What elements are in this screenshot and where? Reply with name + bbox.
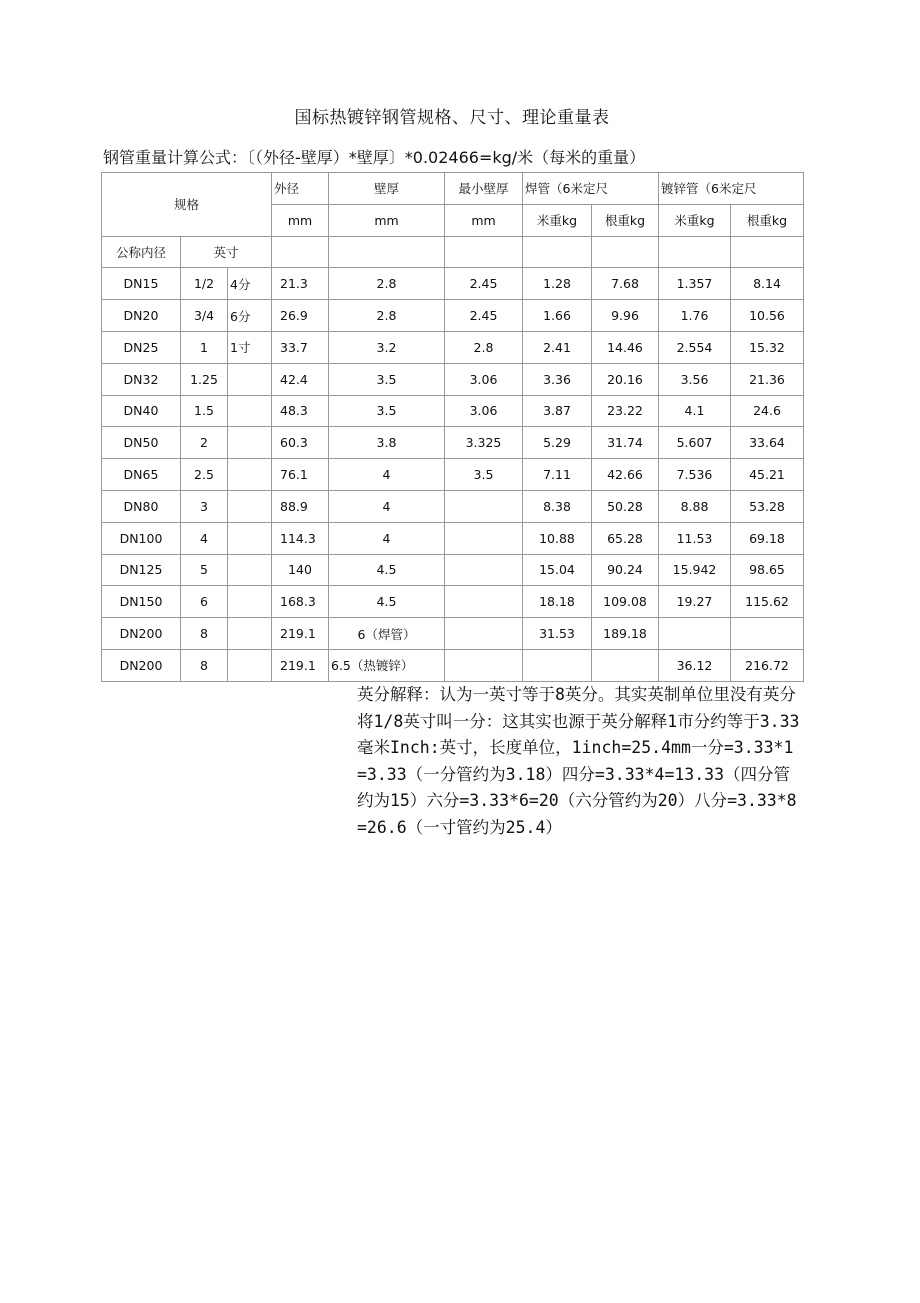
page-title: 国标热镀锌钢管规格、尺寸、理论重量表 <box>294 108 610 128</box>
cell-welded-per-meter: 15.04 <box>523 554 592 586</box>
cell-outer-diameter: 168.3 <box>272 586 329 618</box>
cell-welded-per-piece: 50.28 <box>592 490 659 522</box>
cell-fen: 6分 <box>228 300 272 332</box>
cell-inch: 3 <box>181 490 228 522</box>
cell-min-wall <box>445 586 523 618</box>
cell-galv-per-meter: 5.607 <box>659 427 731 459</box>
cell-outer-diameter: 26.9 <box>272 300 329 332</box>
cell-wall-thickness: 3.5 <box>329 395 445 427</box>
cell-welded-per-piece: 9.96 <box>592 300 659 332</box>
cell-outer-diameter: 219.1 <box>272 618 329 650</box>
cell-galv-per-meter: 19.27 <box>659 586 731 618</box>
cell-galv-per-meter: 8.88 <box>659 490 731 522</box>
cell-welded-per-piece: 7.68 <box>592 268 659 300</box>
cell-galv-per-piece: 98.65 <box>731 554 804 586</box>
unit-min-wall: mm <box>445 204 523 236</box>
cell-galv-per-piece: 45.21 <box>731 459 804 491</box>
cell-galv-per-piece: 8.14 <box>731 268 804 300</box>
cell-galv-per-meter: 2.554 <box>659 331 731 363</box>
cell-outer-diameter: 60.3 <box>272 427 329 459</box>
header-welded-pipe: 焊管（6米定尺 <box>523 173 659 205</box>
unit-outer-diameter: mm <box>272 204 329 236</box>
cell-fen <box>228 586 272 618</box>
cell-wall-thickness: 4.5 <box>329 586 445 618</box>
cell-galv-per-piece: 115.62 <box>731 586 804 618</box>
header-outer-diameter: 外径 <box>272 173 329 205</box>
cell-wall-thickness: 4 <box>329 459 445 491</box>
cell-fen <box>228 554 272 586</box>
cell-min-wall <box>445 554 523 586</box>
cell-outer-diameter: 33.7 <box>272 331 329 363</box>
cell-inch: 2 <box>181 427 228 459</box>
cell-nominal-dn: DN50 <box>102 427 181 459</box>
cell-nominal-dn: DN125 <box>102 554 181 586</box>
cell-inch: 1 <box>181 331 228 363</box>
cell-welded-per-meter: 10.88 <box>523 522 592 554</box>
cell-outer-diameter: 42.4 <box>272 363 329 395</box>
cell-galv-per-meter: 36.12 <box>659 649 731 681</box>
cell-galv-per-piece: 21.36 <box>731 363 804 395</box>
cell-galv-per-piece <box>731 618 804 650</box>
cell-welded-per-piece: 189.18 <box>592 618 659 650</box>
cell-min-wall: 2.8 <box>445 331 523 363</box>
cell-wall-thickness: 4.5 <box>329 554 445 586</box>
cell-outer-diameter: 21.3 <box>272 268 329 300</box>
cell-fen: 1寸 <box>228 331 272 363</box>
cell-outer-diameter: 76.1 <box>272 459 329 491</box>
header-galvanized-pipe: 镀锌管（6米定尺 <box>659 173 804 205</box>
cell-welded-per-meter: 31.53 <box>523 618 592 650</box>
cell-min-wall: 3.325 <box>445 427 523 459</box>
cell-fen <box>228 363 272 395</box>
cell-welded-per-piece: 23.22 <box>592 395 659 427</box>
cell-welded-per-meter: 2.41 <box>523 331 592 363</box>
cell-wall-thickness: 3.2 <box>329 331 445 363</box>
table-row <box>102 586 804 618</box>
cell-welded-per-piece: 42.66 <box>592 459 659 491</box>
cell-min-wall <box>445 490 523 522</box>
table-row <box>102 618 804 650</box>
cell-inch: 5 <box>181 554 228 586</box>
cell-nominal-dn: DN200 <box>102 649 181 681</box>
header-min-wall: 最小壁厚 <box>445 173 523 205</box>
cell-welded-per-piece <box>592 649 659 681</box>
cell-nominal-dn: DN25 <box>102 331 181 363</box>
cell-outer-diameter: 114.3 <box>272 522 329 554</box>
cell-nominal-dn: DN150 <box>102 586 181 618</box>
cell-fen <box>228 618 272 650</box>
cell-inch: 1.5 <box>181 395 228 427</box>
cell-galv-per-piece: 10.56 <box>731 300 804 332</box>
cell-min-wall <box>445 618 523 650</box>
cell-welded-per-meter: 3.36 <box>523 363 592 395</box>
cell-welded-per-meter: 5.29 <box>523 427 592 459</box>
cell-min-wall: 2.45 <box>445 268 523 300</box>
table-row <box>102 649 804 681</box>
table-row <box>102 395 804 427</box>
header-galv-per-meter: 米重kg <box>659 204 731 236</box>
cell-wall-thickness: 6（焊管） <box>329 618 445 650</box>
cell-wall-thickness: 4 <box>329 490 445 522</box>
header-wall-thickness: 壁厚 <box>329 173 445 205</box>
cell-galv-per-piece: 69.18 <box>731 522 804 554</box>
cell-galv-per-piece: 53.28 <box>731 490 804 522</box>
cell-min-wall: 3.06 <box>445 395 523 427</box>
cell-inch: 3/4 <box>181 300 228 332</box>
cell-fen <box>228 649 272 681</box>
cell-galv-per-piece: 24.6 <box>731 395 804 427</box>
cell-galv-per-meter: 11.53 <box>659 522 731 554</box>
cell-wall-thickness: 2.8 <box>329 300 445 332</box>
cell-nominal-dn: DN32 <box>102 363 181 395</box>
cell-welded-per-piece: 20.16 <box>592 363 659 395</box>
table-row <box>102 522 804 554</box>
header-nominal-diameter: 公称内径 <box>102 236 181 268</box>
cell-min-wall: 3.06 <box>445 363 523 395</box>
cell-wall-thickness: 6.5（热镀锌） <box>329 649 445 681</box>
cell-outer-diameter: 48.3 <box>272 395 329 427</box>
cell-wall-thickness: 2.8 <box>329 268 445 300</box>
cell-welded-per-piece: 65.28 <box>592 522 659 554</box>
cell-galv-per-meter <box>659 618 731 650</box>
cell-welded-per-piece: 14.46 <box>592 331 659 363</box>
cell-nominal-dn: DN15 <box>102 268 181 300</box>
cell-nominal-dn: DN80 <box>102 490 181 522</box>
cell-galv-per-meter: 4.1 <box>659 395 731 427</box>
table-row <box>102 554 804 586</box>
cell-fen <box>228 490 272 522</box>
cell-galv-per-meter: 7.536 <box>659 459 731 491</box>
cell-welded-per-meter: 1.66 <box>523 300 592 332</box>
cell-inch: 8 <box>181 649 228 681</box>
cell-nominal-dn: DN65 <box>102 459 181 491</box>
table-row <box>102 363 804 395</box>
cell-galv-per-piece: 33.64 <box>731 427 804 459</box>
cell-min-wall: 3.5 <box>445 459 523 491</box>
cell-outer-diameter: 219.1 <box>272 649 329 681</box>
cell-outer-diameter: 88.9 <box>272 490 329 522</box>
cell-welded-per-meter: 1.28 <box>523 268 592 300</box>
header-galv-per-piece: 根重kg <box>731 204 804 236</box>
inch-fen-explanation: 英分解释：认为一英寸等于8英分。其实英制单位里没有英分将1/8英寸叫一分：这其实也源于英分解释1市分约等于3.33毫米Inch:英寸，长度单位，1inch=25.4mm一分=3.33*1=3.33（一分管约为3.18）四分=3.33*4=13.33（四分管约为15）六分=3.33*6=20（六分管约为20）八分=3.33*8=26.6（一寸管约为25.4） <box>357 685 800 837</box>
cell-fen <box>228 459 272 491</box>
header-welded-per-piece: 根重kg <box>592 204 659 236</box>
cell-fen <box>228 522 272 554</box>
cell-outer-diameter: 140 <box>272 554 329 586</box>
cell-inch: 4 <box>181 522 228 554</box>
cell-welded-per-piece: 90.24 <box>592 554 659 586</box>
cell-min-wall <box>445 649 523 681</box>
cell-galv-per-piece: 216.72 <box>731 649 804 681</box>
cell-nominal-dn: DN20 <box>102 300 181 332</box>
cell-nominal-dn: DN200 <box>102 618 181 650</box>
cell-welded-per-meter: 18.18 <box>523 586 592 618</box>
cell-welded-per-meter: 8.38 <box>523 490 592 522</box>
table-row <box>102 300 804 332</box>
header-spec: 规格 <box>102 173 272 237</box>
cell-fen: 4分 <box>228 268 272 300</box>
cell-welded-per-meter <box>523 649 592 681</box>
cell-inch: 1/2 <box>181 268 228 300</box>
cell-fen <box>228 395 272 427</box>
table-row <box>102 459 804 491</box>
cell-inch: 6 <box>181 586 228 618</box>
header-row-1 <box>102 173 804 205</box>
cell-fen <box>228 427 272 459</box>
cell-nominal-dn: DN100 <box>102 522 181 554</box>
cell-welded-per-piece: 109.08 <box>592 586 659 618</box>
cell-galv-per-meter: 1.357 <box>659 268 731 300</box>
cell-galv-per-piece: 15.32 <box>731 331 804 363</box>
cell-galv-per-meter: 3.56 <box>659 363 731 395</box>
cell-wall-thickness: 3.8 <box>329 427 445 459</box>
cell-wall-thickness: 4 <box>329 522 445 554</box>
cell-wall-thickness: 3.5 <box>329 363 445 395</box>
cell-welded-per-meter: 7.11 <box>523 459 592 491</box>
weight-formula: 钢管重量计算公式：〔（外径-壁厚）*壁厚〕*0.02466=kg/米（每米的重量） <box>103 148 646 167</box>
cell-welded-per-piece: 31.74 <box>592 427 659 459</box>
table-row <box>102 268 804 300</box>
cell-galv-per-meter: 15.942 <box>659 554 731 586</box>
table-row <box>102 331 804 363</box>
cell-galv-per-meter: 1.76 <box>659 300 731 332</box>
cell-min-wall: 2.45 <box>445 300 523 332</box>
cell-min-wall <box>445 522 523 554</box>
table-row <box>102 427 804 459</box>
unit-wall: mm <box>329 204 445 236</box>
pipe-spec-table <box>101 172 804 682</box>
header-welded-per-meter: 米重kg <box>523 204 592 236</box>
cell-inch: 1.25 <box>181 363 228 395</box>
header-inch: 英寸 <box>181 236 272 268</box>
cell-inch: 8 <box>181 618 228 650</box>
cell-welded-per-meter: 3.87 <box>523 395 592 427</box>
header-row-3 <box>102 236 804 268</box>
table-row <box>102 490 804 522</box>
cell-inch: 2.5 <box>181 459 228 491</box>
cell-nominal-dn: DN40 <box>102 395 181 427</box>
